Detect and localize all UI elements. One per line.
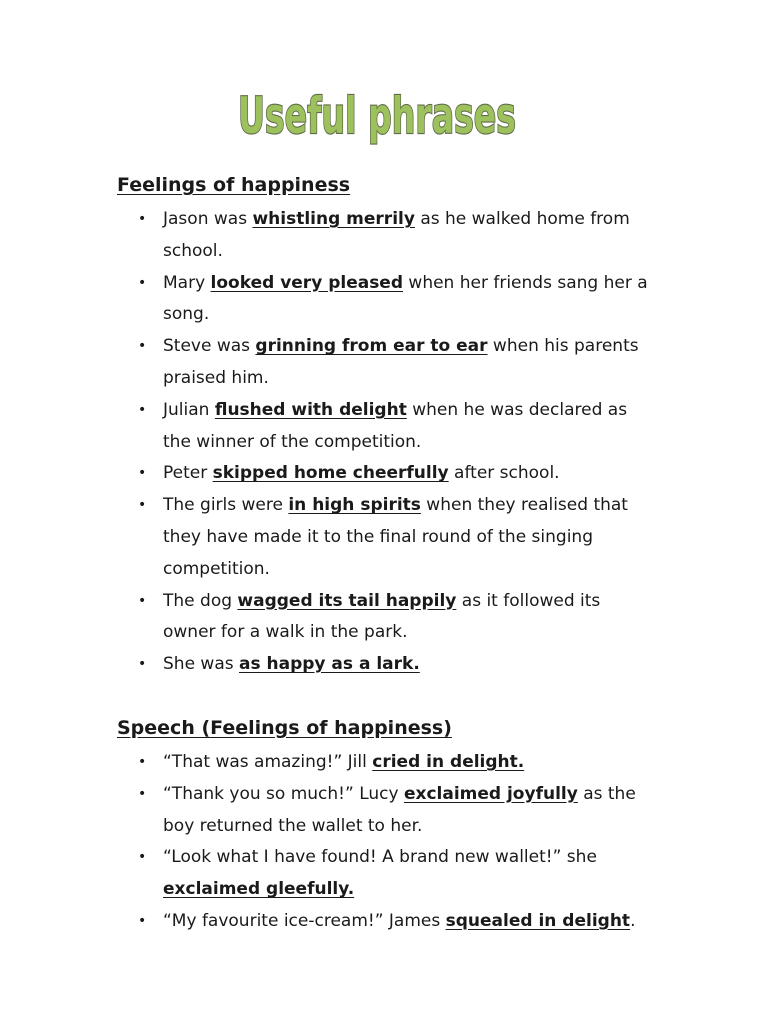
list-item: • “Thank you so much!” Lucy exclaimed joyfully as the boy returned the wallet to her. [117, 779, 653, 843]
highlighted-phrase: flushed with delight [214, 399, 407, 420]
highlighted-phrase: skipped home cheerfully [212, 463, 449, 484]
phrase-list [117, 747, 657, 938]
section-heading: Speech (Feelings of happiness) [117, 717, 452, 739]
title-svg [0, 78, 768, 158]
highlighted-phrase: looked very pleased [210, 272, 404, 293]
bullet-icon: • [138, 912, 147, 929]
list-item: • Jason was whistling merrily as he walked home from school. [117, 204, 653, 268]
list-item: • Peter skipped home cheerfully after school. [117, 458, 653, 490]
section-feelings-of-happiness [117, 172, 657, 681]
bullet-icon: • [138, 592, 147, 609]
bullet-icon: • [138, 849, 147, 866]
page-title: Useful phrases [238, 87, 516, 145]
highlighted-phrase: cried in delight. [372, 752, 525, 772]
bullet-icon: • [138, 401, 147, 418]
highlighted-phrase: whistling merrily [252, 209, 415, 229]
highlighted-phrase: exclaimed gleefully. [163, 879, 355, 900]
bullet-icon: • [138, 465, 147, 482]
section-speech-feelings-of-happiness [117, 715, 657, 938]
bullet-icon: • [138, 497, 147, 514]
bullet-icon: • [138, 656, 147, 673]
highlighted-phrase: squealed in delight [445, 910, 631, 931]
list-item: • The girls were in high spirits when they realised that they have made it to the final round of the singing competition. [117, 490, 653, 585]
bullet-icon: • [138, 211, 147, 227]
list-item: • “Look what I have found! A brand new wallet!” she exclaimed gleefully. [117, 842, 653, 906]
list-item: • The dog wagged its tail happily as it followed its owner for a walk in the park. [117, 586, 653, 650]
list-item: • “That was amazing!” Jill cried in delight. [117, 747, 653, 779]
highlighted-phrase: in high spirits [288, 495, 421, 516]
list-item: • She was as happy as a lark. [117, 649, 653, 681]
highlighted-phrase: as happy as a lark. [239, 654, 420, 675]
bullet-icon: • [138, 338, 147, 355]
highlighted-phrase: grinning from ear to ear [255, 336, 488, 357]
highlighted-phrase: wagged its tail happily [237, 590, 457, 611]
bullet-icon: • [138, 754, 147, 770]
bullet-icon: • [138, 274, 147, 291]
list-item: • “My favourite ice-cream!” James squealed in delight. [117, 906, 653, 938]
list-item: • Steve was grinning from ear to ear when his parents praised him. [117, 331, 653, 395]
section-heading: Feelings of happiness [117, 174, 351, 196]
document-title-wordart [0, 78, 768, 158]
list-item: • Mary looked very pleased when her friends sang her a song. [117, 268, 653, 332]
highlighted-phrase: exclaimed joyfully [403, 783, 578, 804]
phrase-list [117, 204, 657, 681]
bullet-icon: • [138, 785, 147, 802]
list-item: • Julian flushed with delight when he was declared as the winner of the competition. [117, 395, 653, 459]
